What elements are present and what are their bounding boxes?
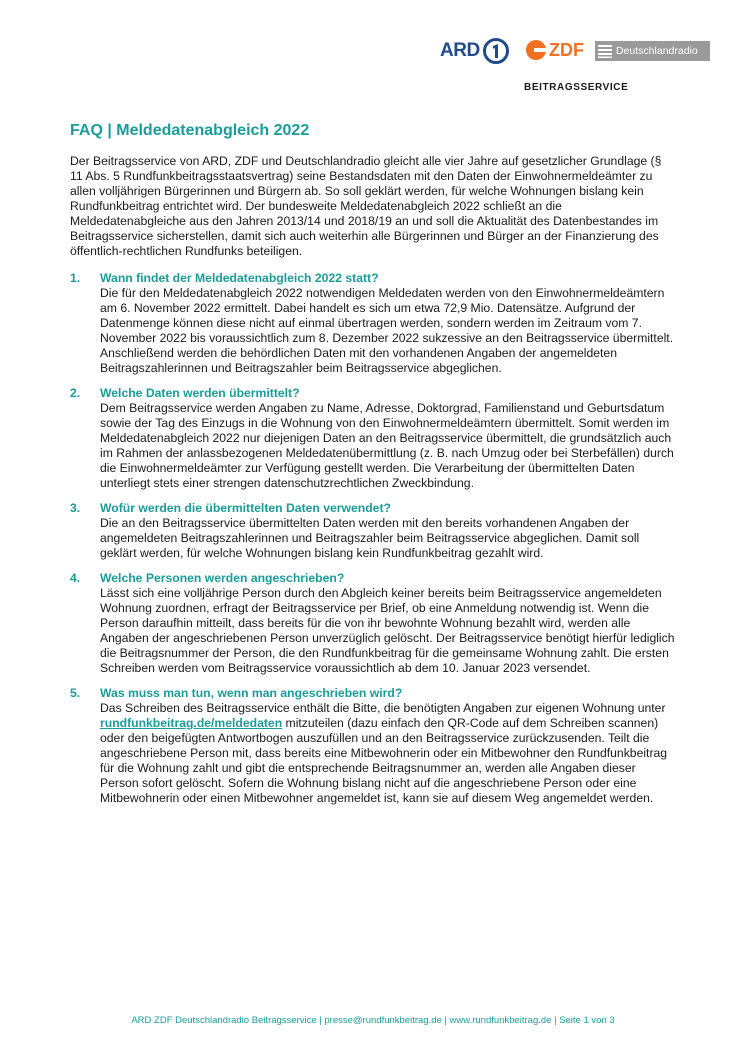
faq-number: 3. — [70, 501, 81, 515]
faq-answer: Die an den Beitragsservice übermittelten Daten werden mit den bereits vorhandenen Angaben der angemeldeten Beitragszahlerinnen und Beitragszahler beim Beitragsservice abgeglichen. Damit soll geklärt werden, für welche Wohnungen bislang kein Rundfunkbeitrag gezahlt wird. — [100, 516, 640, 560]
faq-number: 2. — [70, 386, 81, 400]
faq-question: Wann findet der Meldedatenabgleich 2022 statt? — [100, 271, 379, 285]
intro-paragraph: Der Beitragsservice von ARD, ZDF und Deutschlandradio gleicht alle vier Jahre auf gesetzlicher Grundlage (§ 11 Abs. 5 Rundfunkbeitragsstaatsvertrag) seine Bestandsdaten mit den Daten der Einwohnermeldeämter zu allen volljährigen Bürgerinnen und Bürgern ab. So soll geklärt werden, für welche Wohnungen bislang kein Rundfunkbeitrag entrichtet wird. Der bundesweite Meldedatenabgleich 2022 schließt an die Meldedatenabgleiche aus den Jahren 2013/14 und 2018/19 an und soll die Aktualität des Datenbestandes im Beitragsservice sicherstellen, damit sich auch weiterhin alle Bürgerinnen und Bürger an der Finanzierung des öffentlich-rechtlichen Rundfunks beteiligen. — [70, 154, 662, 258]
faq-number: 5. — [70, 686, 81, 700]
faq-item — [70, 271, 676, 376]
deutschlandradio-stripes-icon — [598, 44, 612, 58]
zdf-mark-icon — [525, 39, 547, 61]
faq-question: Welche Personen werden angeschrieben? — [100, 571, 345, 585]
faq-answer: Dem Beitragsservice werden Angaben zu Name, Adresse, Doktorgrad, Familienstand und Geburtsdatum sowie der Tag des Einzugs in die Wohnung von den Einwohnermeldeämtern übermittelt. Somit werden im Meldedatenabgleich 2022 nur diejenigen Daten an den Beitragsservice übermittelt, die grundsätzlich auch im Rahmen der anlassbezogenen Meldedatenübermittlung (z. B. nach Umzug oder bei Sterbefällen) durch die Einwohnermeldeämter zur Verfügung gestellt werden. Die Verarbeitung der übermittelten Daten unterliegt stets einer strengen datenschutzrechtlichen Zweckbindung. — [100, 401, 674, 490]
faq-item — [70, 686, 676, 806]
ard-one-icon — [482, 38, 510, 64]
faq-question: Was muss man tun, wenn man angeschrieben wird? — [100, 686, 403, 700]
faq-number: 4. — [70, 571, 81, 585]
document-body — [70, 122, 676, 816]
page-title: FAQ | Meldedatenabgleich 2022 — [70, 122, 310, 139]
faq-answer-text-before: Das Schreiben des Beitragsservice enthält die Bitte, die benötigten Angaben zur eigenen Wohnung unter — [100, 701, 666, 715]
ard-logo-text: ARD — [440, 40, 480, 61]
faq-number: 1. — [70, 271, 81, 285]
zdf-logo — [525, 39, 584, 61]
faq-list — [70, 271, 676, 806]
faq-question: Wofür werden die übermittelten Daten verwendet? — [100, 501, 391, 515]
beitragsservice-label: BEITRAGSSERVICE — [524, 82, 629, 93]
deutschlandradio-logo — [595, 41, 710, 61]
faq-item — [70, 501, 676, 561]
faq-item — [70, 386, 676, 491]
faq-answer: Lässt sich eine volljährige Person durch den Abgleich keiner bereits beim Beitragsservice angemeldeten Wohnung zuordnen, erfragt der Beitragsservice per Brief, ob eine Anmeldung notwendig ist. Wenn die Person daraufhin mitteilt, dass bereits für die von ihr bewohnte Wohnung bezahlt wird, werden alle Angaben der angeschriebenen Person unverzüglich gelöscht. Der Beitragsservice benötigt hierfür lediglich die Beitragsnummer der Person, die den Rundfunkbeitrag für die gemeinsame Wohnung zahlt. Die ersten Schreiben werden vom Beitragsservice voraussichtlich ab dem 10. Januar 2023 versendet. — [100, 586, 675, 675]
page-footer: ARD ZDF Deutschlandradio Beitragsservice | presse@rundfunkbeitrag.de | www.rundfunkbeitrag.de | Seite 1 von 3 — [131, 1015, 615, 1026]
deutschlandradio-logo-text: Deutschlandradio — [616, 45, 698, 57]
faq-item — [70, 571, 676, 676]
faq-answer: Die für den Meldedatenabgleich 2022 notwendigen Meldedaten werden von den Einwohnermeldeämtern am 6. November 2022 ermittelt. Dabei handelt es sich um etwa 72,9 Mio. Datensätze. Aufgrund der Datenmenge können diese nicht auf einmal übertragen werden, sondern werden im Zeitraum vom 7. November 2022 bis voraussichtlich zum 8. Dezember 2022 sukzessive an den Beitragsservice übermittelt. Anschließend werden die behördlichen Daten mit den vorhandenen Angaben der angemeldeten Beitragszahlerinnen und Beitragszahler beim Beitragsservice abgeglichen. — [100, 286, 674, 375]
faq-answer-text-after: mitzuteilen (dazu einfach den QR-Code auf dem Schreiben scannen) oder den beigefügten Antwortbogen auszufüllen und an den Beitragsservice zurückzusenden. Teilt die angeschriebene Person mit, dass bereits eine Mitbewohnerin oder ein Mitbewohner den Rundfunkbeitrag für die Wohnung zahlt und gibt die entsprechende Beitragsnummer an, werden alle Angaben dieser Person sofort gelöscht. Sofern die Wohnung bislang nicht auf die angeschriebene Person oder eine Mitbewohnerin oder einen Mitbewohner angemeldet ist, kann sie auf diesem Weg angemeldet werden. — [100, 716, 668, 805]
header-logos — [440, 36, 715, 66]
faq-answer — [100, 701, 676, 806]
zdf-logo-text: ZDF — [549, 39, 584, 60]
faq-question: Welche Daten werden übermittelt? — [100, 386, 300, 400]
ard-logo — [440, 38, 510, 64]
meldedaten-link[interactable]: rundfunkbeitrag.de/meldedaten — [100, 716, 283, 730]
